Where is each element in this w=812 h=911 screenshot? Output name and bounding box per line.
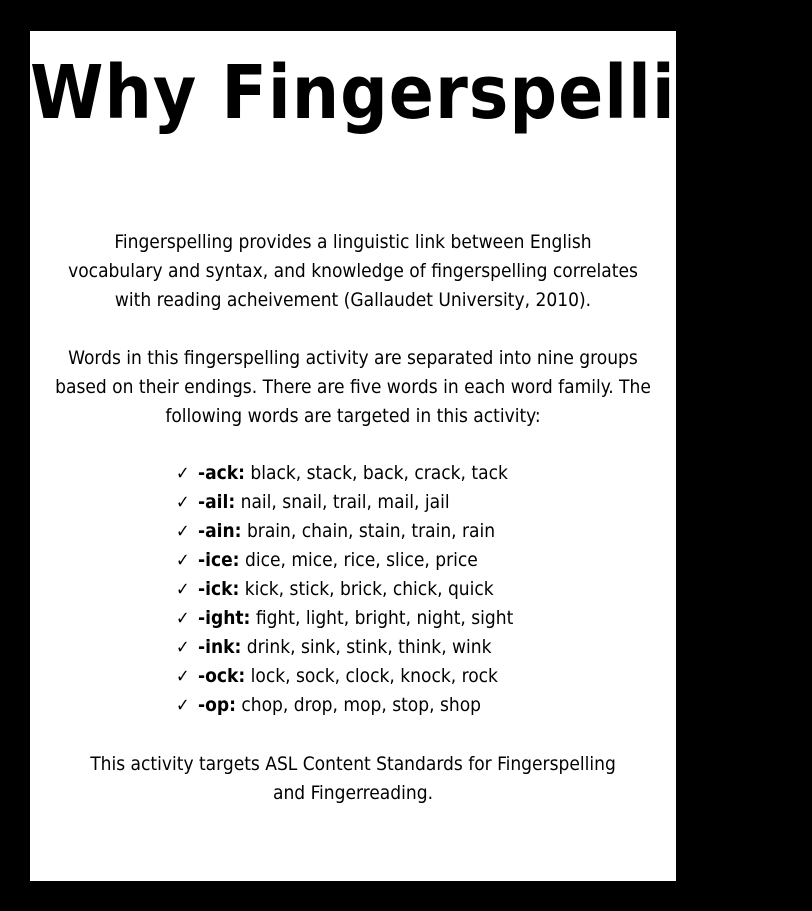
word-family-ending: -ail: — [198, 491, 236, 513]
checkmark-icon: ✓ — [176, 492, 190, 513]
checkmark-icon: ✓ — [176, 579, 190, 600]
word-family-ending: -op: — [198, 694, 236, 716]
word-family-words: kick, stick, brick, chick, quick — [244, 578, 494, 600]
word-family-words: dice, mice, rice, slice, price — [244, 549, 478, 571]
list-item — [176, 517, 513, 546]
checkmark-icon: ✓ — [176, 521, 190, 542]
list-item — [176, 575, 513, 604]
word-family-list — [176, 459, 513, 720]
word-family-ending: -ock: — [198, 665, 246, 687]
checkmark-icon: ✓ — [176, 637, 190, 658]
checkmark-icon: ✓ — [176, 695, 190, 716]
list-item — [176, 662, 513, 691]
document-page — [30, 31, 812, 881]
list-item — [176, 459, 513, 488]
checkmark-icon: ✓ — [176, 463, 190, 484]
list-item — [176, 488, 513, 517]
word-family-words: chop, drop, mop, stop, shop — [241, 694, 482, 716]
page-title: Why Fingerspelling? — [30, 50, 812, 136]
word-family-ending: -ick: — [198, 578, 240, 600]
word-family-words: brain, chain, stain, train, rain — [246, 520, 496, 542]
checkmark-icon: ✓ — [176, 608, 190, 629]
word-family-ending: -ink: — [198, 636, 242, 658]
word-family-ending: -ight: — [198, 607, 251, 629]
word-family-ending: -ain: — [198, 520, 242, 542]
list-item — [176, 546, 513, 575]
activity-description-paragraph: Words in this fingerspelling activity are separated into nine groups based on their endings. There are five words in each word family. The following words are targeted in this activity: — [55, 347, 651, 427]
word-family-ending: -ack: — [198, 462, 245, 484]
list-item — [176, 633, 513, 662]
list-item — [176, 604, 513, 633]
intro-paragraph: Fingerspelling provides a linguistic link between English vocabulary and syntax, and knowledge of fingerspelling correlates with reading acheivement (Gallaudet University, 2010). — [68, 231, 638, 311]
word-family-words: drink, sink, stink, think, wink — [246, 636, 492, 658]
word-family-words: lock, sock, clock, knock, rock — [250, 665, 498, 687]
word-family-ending: -ice: — [198, 549, 240, 571]
list-item — [176, 691, 513, 720]
checkmark-icon: ✓ — [176, 550, 190, 571]
word-family-words: fight, light, bright, night, sight — [255, 607, 514, 629]
word-family-words: black, stack, back, crack, tack — [250, 462, 508, 484]
checkmark-icon: ✓ — [176, 666, 190, 687]
word-family-words: nail, snail, trail, mail, jail — [240, 491, 450, 513]
standards-paragraph: This activity targets ASL Content Standards for Fingerspelling and Fingerreading. — [90, 753, 616, 804]
